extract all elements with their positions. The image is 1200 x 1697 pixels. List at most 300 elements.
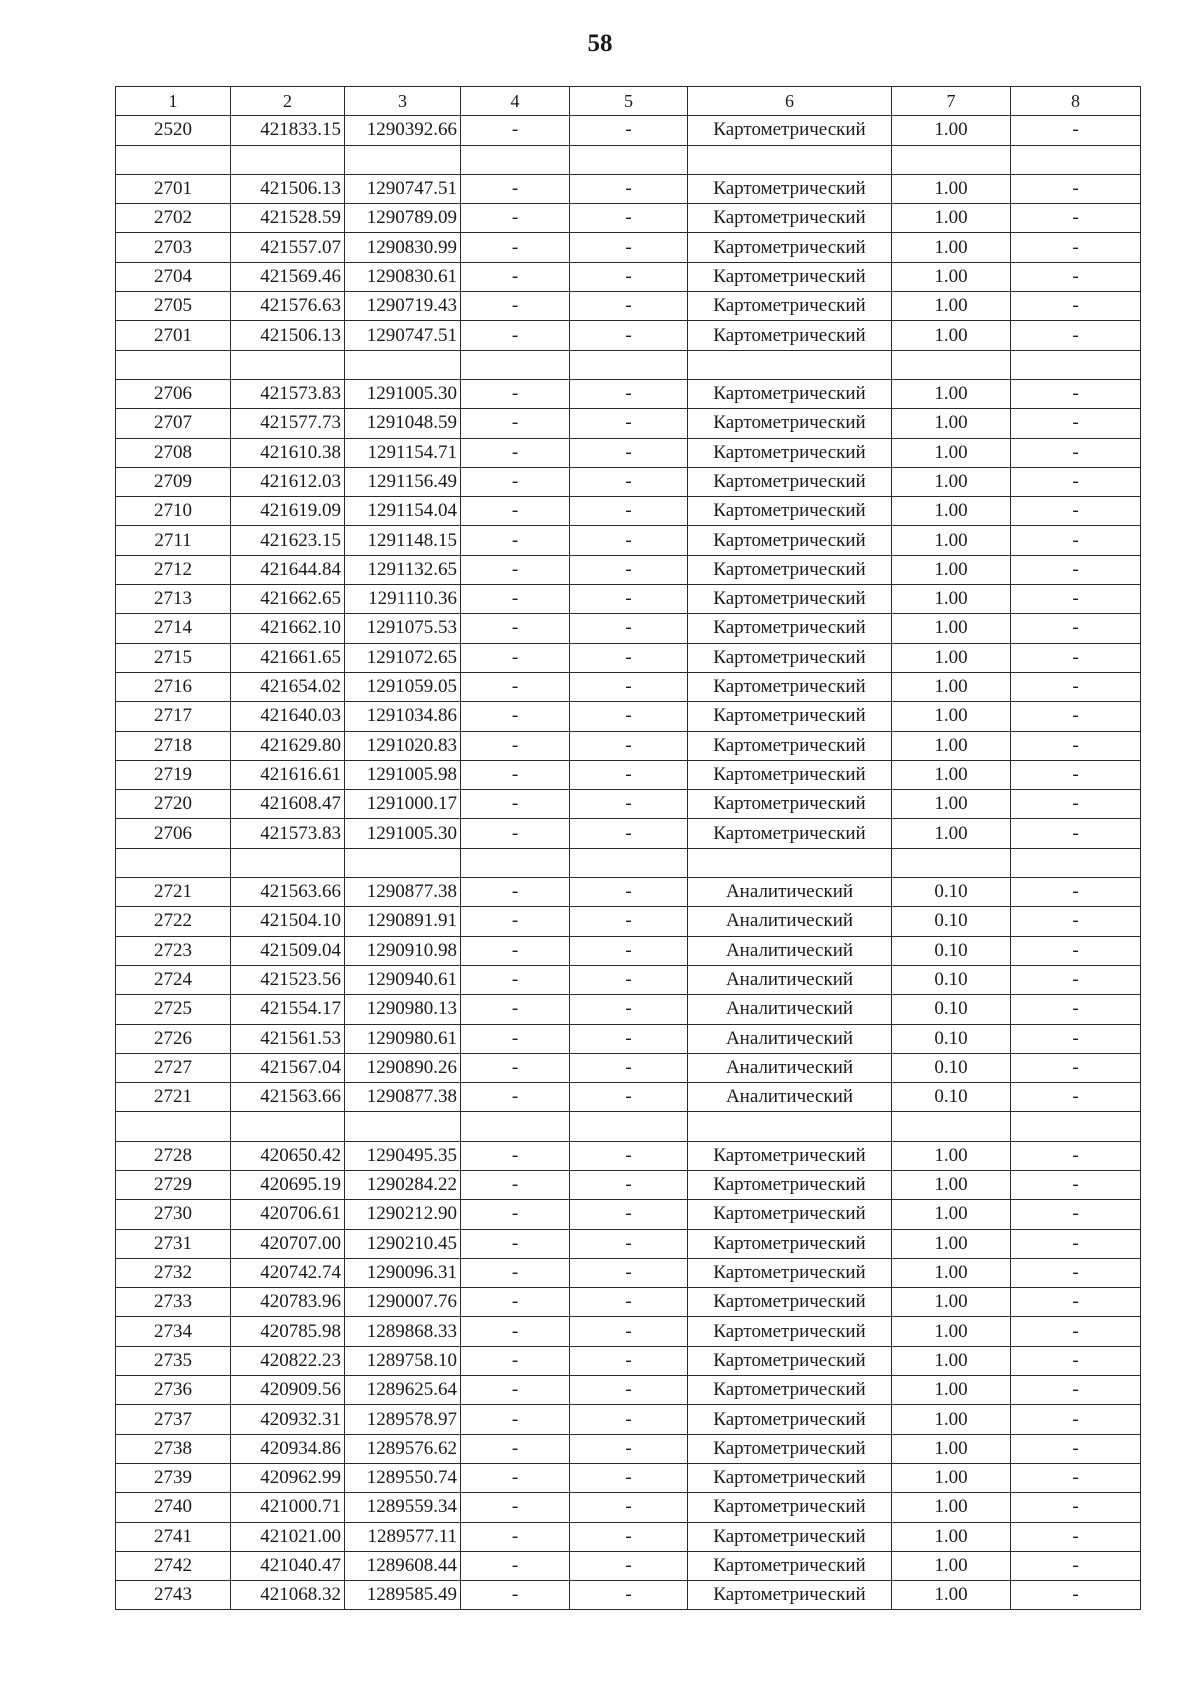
y-coordinate-cell: 1289559.34 [345, 1493, 461, 1522]
point-number-cell: 2729 [116, 1170, 231, 1199]
y-coordinate-cell: 1290495.35 [345, 1141, 461, 1170]
accuracy-cell: 1.00 [892, 1376, 1011, 1405]
table-row [116, 262, 1141, 291]
col8-cell: - [1011, 1405, 1141, 1434]
col8-cell: - [1011, 379, 1141, 408]
table-row [116, 760, 1141, 789]
col8-cell: - [1011, 116, 1141, 145]
table-row [116, 1258, 1141, 1287]
empty-cell [1011, 848, 1141, 877]
table-row [116, 585, 1141, 614]
x-coordinate-cell: 421616.61 [231, 760, 345, 789]
accuracy-cell: 0.10 [892, 1024, 1011, 1053]
y-coordinate-cell: 1291154.04 [345, 497, 461, 526]
empty-cell [892, 1112, 1011, 1141]
col4-cell: - [461, 1317, 570, 1346]
accuracy-cell: 1.00 [892, 1229, 1011, 1258]
y-coordinate-cell: 1290747.51 [345, 174, 461, 203]
col5-cell: - [570, 643, 688, 672]
point-number-cell: 2718 [116, 731, 231, 760]
table-row [116, 497, 1141, 526]
method-cell: Картометрический [688, 643, 892, 672]
col8-cell: - [1011, 731, 1141, 760]
y-coordinate-cell: 1291154.71 [345, 438, 461, 467]
coordinates-table [115, 86, 1141, 1610]
accuracy-cell: 1.00 [892, 614, 1011, 643]
method-cell: Картометрический [688, 1346, 892, 1375]
col8-cell: - [1011, 1200, 1141, 1229]
table-row [116, 1053, 1141, 1082]
method-cell: Картометрический [688, 262, 892, 291]
point-number-cell: 2722 [116, 907, 231, 936]
separator-row [116, 1112, 1141, 1141]
col5-cell: - [570, 1376, 688, 1405]
accuracy-cell: 0.10 [892, 1053, 1011, 1082]
x-coordinate-cell: 421654.02 [231, 672, 345, 701]
col5-cell: - [570, 1317, 688, 1346]
col5-cell: - [570, 1200, 688, 1229]
y-coordinate-cell: 1291020.83 [345, 731, 461, 760]
empty-cell [892, 848, 1011, 877]
separator-row [116, 848, 1141, 877]
point-number-cell: 2715 [116, 643, 231, 672]
method-cell: Картометрический [688, 760, 892, 789]
y-coordinate-cell: 1290940.61 [345, 965, 461, 994]
accuracy-cell: 1.00 [892, 643, 1011, 672]
point-number-cell: 2704 [116, 262, 231, 291]
table-row [116, 1200, 1141, 1229]
empty-cell [688, 1112, 892, 1141]
accuracy-cell: 1.00 [892, 233, 1011, 262]
method-cell: Картометрический [688, 233, 892, 262]
method-cell: Аналитический [688, 995, 892, 1024]
x-coordinate-cell: 420785.98 [231, 1317, 345, 1346]
table-row [116, 292, 1141, 321]
table-row [116, 1551, 1141, 1580]
x-coordinate-cell: 421504.10 [231, 907, 345, 936]
method-cell: Картометрический [688, 731, 892, 760]
col8-cell: - [1011, 497, 1141, 526]
table-row [116, 116, 1141, 145]
method-cell: Картометрический [688, 321, 892, 350]
empty-cell [345, 145, 461, 174]
col4-cell: - [461, 878, 570, 907]
x-coordinate-cell: 421563.66 [231, 878, 345, 907]
method-cell: Картометрический [688, 526, 892, 555]
accuracy-cell: 1.00 [892, 585, 1011, 614]
col5-cell: - [570, 379, 688, 408]
empty-cell [231, 350, 345, 379]
col8-cell: - [1011, 1581, 1141, 1610]
point-number-cell: 2735 [116, 1346, 231, 1375]
point-number-cell: 2711 [116, 526, 231, 555]
method-cell: Картометрический [688, 116, 892, 145]
col5-cell: - [570, 1493, 688, 1522]
x-coordinate-cell: 421554.17 [231, 995, 345, 1024]
col4-cell: - [461, 1229, 570, 1258]
point-number-cell: 2743 [116, 1581, 231, 1610]
x-coordinate-cell: 421040.47 [231, 1551, 345, 1580]
table-row [116, 643, 1141, 672]
y-coordinate-cell: 1289576.62 [345, 1434, 461, 1463]
table-row [116, 936, 1141, 965]
method-cell: Аналитический [688, 965, 892, 994]
col8-cell: - [1011, 760, 1141, 789]
col8-cell: - [1011, 321, 1141, 350]
y-coordinate-cell: 1290830.99 [345, 233, 461, 262]
x-coordinate-cell: 420742.74 [231, 1258, 345, 1287]
col8-cell: - [1011, 438, 1141, 467]
method-cell: Аналитический [688, 936, 892, 965]
accuracy-cell: 1.00 [892, 1493, 1011, 1522]
col8-cell: - [1011, 907, 1141, 936]
col4-cell: - [461, 731, 570, 760]
col8-cell: - [1011, 1522, 1141, 1551]
x-coordinate-cell: 421068.32 [231, 1581, 345, 1610]
col4-cell: - [461, 526, 570, 555]
col4-cell: - [461, 614, 570, 643]
col4-cell: - [461, 643, 570, 672]
method-cell: Картометрический [688, 379, 892, 408]
point-number-cell: 2739 [116, 1463, 231, 1492]
table-row [116, 819, 1141, 848]
y-coordinate-cell: 1289625.64 [345, 1376, 461, 1405]
point-number-cell: 2710 [116, 497, 231, 526]
empty-cell [892, 145, 1011, 174]
y-coordinate-cell: 1290789.09 [345, 204, 461, 233]
x-coordinate-cell: 421506.13 [231, 321, 345, 350]
point-number-cell: 2742 [116, 1551, 231, 1580]
x-coordinate-cell: 421833.15 [231, 116, 345, 145]
page-number: 58 [587, 30, 613, 57]
table-row [116, 907, 1141, 936]
col4-cell: - [461, 1024, 570, 1053]
col8-cell: - [1011, 819, 1141, 848]
empty-cell [688, 145, 892, 174]
point-number-cell: 2714 [116, 614, 231, 643]
empty-cell [345, 848, 461, 877]
col5-cell: - [570, 116, 688, 145]
column-header: 8 [1011, 87, 1141, 116]
col5-cell: - [570, 409, 688, 438]
x-coordinate-cell: 420707.00 [231, 1229, 345, 1258]
y-coordinate-cell: 1291000.17 [345, 790, 461, 819]
accuracy-cell: 1.00 [892, 1258, 1011, 1287]
col5-cell: - [570, 438, 688, 467]
col8-cell: - [1011, 467, 1141, 496]
col8-cell: - [1011, 1053, 1141, 1082]
col4-cell: - [461, 174, 570, 203]
col8-cell: - [1011, 204, 1141, 233]
accuracy-cell: 1.00 [892, 526, 1011, 555]
table-row [116, 204, 1141, 233]
col8-cell: - [1011, 1434, 1141, 1463]
x-coordinate-cell: 421506.13 [231, 174, 345, 203]
empty-cell [231, 1112, 345, 1141]
empty-cell [231, 145, 345, 174]
x-coordinate-cell: 421662.65 [231, 585, 345, 614]
col5-cell: - [570, 878, 688, 907]
accuracy-cell: 1.00 [892, 819, 1011, 848]
col8-cell: - [1011, 995, 1141, 1024]
col5-cell: - [570, 819, 688, 848]
point-number-cell: 2717 [116, 702, 231, 731]
x-coordinate-cell: 420822.23 [231, 1346, 345, 1375]
accuracy-cell: 1.00 [892, 1551, 1011, 1580]
accuracy-cell: 1.00 [892, 497, 1011, 526]
method-cell: Картометрический [688, 1581, 892, 1610]
col5-cell: - [570, 555, 688, 584]
y-coordinate-cell: 1290877.38 [345, 1083, 461, 1112]
col4-cell: - [461, 379, 570, 408]
col4-cell: - [461, 1258, 570, 1287]
accuracy-cell: 1.00 [892, 467, 1011, 496]
col5-cell: - [570, 1434, 688, 1463]
method-cell: Аналитический [688, 1053, 892, 1082]
y-coordinate-cell: 1290392.66 [345, 116, 461, 145]
x-coordinate-cell: 421576.63 [231, 292, 345, 321]
table-row [116, 1024, 1141, 1053]
empty-cell [461, 848, 570, 877]
method-cell: Картометрический [688, 1229, 892, 1258]
x-coordinate-cell: 421608.47 [231, 790, 345, 819]
col5-cell: - [570, 1288, 688, 1317]
point-number-cell: 2726 [116, 1024, 231, 1053]
x-coordinate-cell: 420650.42 [231, 1141, 345, 1170]
y-coordinate-cell: 1290284.22 [345, 1170, 461, 1199]
accuracy-cell: 1.00 [892, 204, 1011, 233]
col5-cell: - [570, 702, 688, 731]
point-number-cell: 2737 [116, 1405, 231, 1434]
col4-cell: - [461, 1141, 570, 1170]
empty-cell [1011, 145, 1141, 174]
table-row [116, 1376, 1141, 1405]
point-number-cell: 2740 [116, 1493, 231, 1522]
y-coordinate-cell: 1290890.26 [345, 1053, 461, 1082]
point-number-cell: 2736 [116, 1376, 231, 1405]
y-coordinate-cell: 1291072.65 [345, 643, 461, 672]
col4-cell: - [461, 292, 570, 321]
empty-cell [231, 848, 345, 877]
table-row [116, 1317, 1141, 1346]
point-number-cell: 2719 [116, 760, 231, 789]
y-coordinate-cell: 1291132.65 [345, 555, 461, 584]
accuracy-cell: 1.00 [892, 1434, 1011, 1463]
accuracy-cell: 1.00 [892, 1346, 1011, 1375]
col5-cell: - [570, 1522, 688, 1551]
col8-cell: - [1011, 1463, 1141, 1492]
col5-cell: - [570, 790, 688, 819]
point-number-cell: 2712 [116, 555, 231, 584]
table-row [116, 321, 1141, 350]
method-cell: Картометрический [688, 438, 892, 467]
method-cell: Картометрический [688, 1434, 892, 1463]
col5-cell: - [570, 965, 688, 994]
column-header: 5 [570, 87, 688, 116]
y-coordinate-cell: 1289758.10 [345, 1346, 461, 1375]
col4-cell: - [461, 409, 570, 438]
point-number-cell: 2733 [116, 1288, 231, 1317]
method-cell: Аналитический [688, 878, 892, 907]
method-cell: Картометрический [688, 790, 892, 819]
col8-cell: - [1011, 672, 1141, 701]
x-coordinate-cell: 420934.86 [231, 1434, 345, 1463]
point-number-cell: 2721 [116, 1083, 231, 1112]
col8-cell: - [1011, 1346, 1141, 1375]
point-number-cell: 2705 [116, 292, 231, 321]
col4-cell: - [461, 995, 570, 1024]
method-cell: Аналитический [688, 1024, 892, 1053]
x-coordinate-cell: 421573.83 [231, 379, 345, 408]
method-cell: Картометрический [688, 1405, 892, 1434]
method-cell: Аналитический [688, 1083, 892, 1112]
point-number-cell: 2701 [116, 174, 231, 203]
x-coordinate-cell: 421523.56 [231, 965, 345, 994]
x-coordinate-cell: 421021.00 [231, 1522, 345, 1551]
col4-cell: - [461, 1288, 570, 1317]
x-coordinate-cell: 421573.83 [231, 819, 345, 848]
method-cell: Картометрический [688, 702, 892, 731]
accuracy-cell: 1.00 [892, 438, 1011, 467]
point-number-cell: 2734 [116, 1317, 231, 1346]
y-coordinate-cell: 1289550.74 [345, 1463, 461, 1492]
y-coordinate-cell: 1291005.30 [345, 819, 461, 848]
col4-cell: - [461, 204, 570, 233]
col4-cell: - [461, 116, 570, 145]
empty-cell [345, 1112, 461, 1141]
x-coordinate-cell: 421528.59 [231, 204, 345, 233]
point-number-cell: 2702 [116, 204, 231, 233]
x-coordinate-cell: 420695.19 [231, 1170, 345, 1199]
table-row [116, 379, 1141, 408]
y-coordinate-cell: 1290910.98 [345, 936, 461, 965]
col4-cell: - [461, 1346, 570, 1375]
method-cell: Картометрический [688, 614, 892, 643]
col5-cell: - [570, 1141, 688, 1170]
y-coordinate-cell: 1289577.11 [345, 1522, 461, 1551]
col5-cell: - [570, 174, 688, 203]
y-coordinate-cell: 1289578.97 [345, 1405, 461, 1434]
col4-cell: - [461, 1581, 570, 1610]
col5-cell: - [570, 321, 688, 350]
point-number-cell: 2706 [116, 819, 231, 848]
col5-cell: - [570, 1258, 688, 1287]
col5-cell: - [570, 760, 688, 789]
header-row [116, 87, 1141, 116]
x-coordinate-cell: 420706.61 [231, 1200, 345, 1229]
x-coordinate-cell: 420783.96 [231, 1288, 345, 1317]
col5-cell: - [570, 1581, 688, 1610]
accuracy-cell: 1.00 [892, 1522, 1011, 1551]
col8-cell: - [1011, 1376, 1141, 1405]
table-row [116, 1141, 1141, 1170]
point-number-cell: 2741 [116, 1522, 231, 1551]
y-coordinate-cell: 1289868.33 [345, 1317, 461, 1346]
col8-cell: - [1011, 1551, 1141, 1580]
method-cell: Аналитический [688, 907, 892, 936]
y-coordinate-cell: 1290719.43 [345, 292, 461, 321]
x-coordinate-cell: 421557.07 [231, 233, 345, 262]
empty-cell [688, 848, 892, 877]
empty-cell [461, 1112, 570, 1141]
x-coordinate-cell: 421610.38 [231, 438, 345, 467]
accuracy-cell: 1.00 [892, 1141, 1011, 1170]
accuracy-cell: 1.00 [892, 379, 1011, 408]
col8-cell: - [1011, 1229, 1141, 1258]
point-number-cell: 2730 [116, 1200, 231, 1229]
point-number-cell: 2728 [116, 1141, 231, 1170]
empty-cell [570, 145, 688, 174]
accuracy-cell: 1.00 [892, 116, 1011, 145]
col4-cell: - [461, 321, 570, 350]
method-cell: Картометрический [688, 1288, 892, 1317]
col8-cell: - [1011, 1024, 1141, 1053]
col5-cell: - [570, 1170, 688, 1199]
table-row [116, 233, 1141, 262]
col5-cell: - [570, 1346, 688, 1375]
point-number-cell: 2731 [116, 1229, 231, 1258]
x-coordinate-cell: 420932.31 [231, 1405, 345, 1434]
accuracy-cell: 1.00 [892, 1405, 1011, 1434]
method-cell: Картометрический [688, 497, 892, 526]
accuracy-cell: 1.00 [892, 409, 1011, 438]
accuracy-cell: 0.10 [892, 878, 1011, 907]
point-number-cell: 2732 [116, 1258, 231, 1287]
accuracy-cell: 1.00 [892, 1463, 1011, 1492]
table-row [116, 965, 1141, 994]
accuracy-cell: 1.00 [892, 1581, 1011, 1610]
y-coordinate-cell: 1291110.36 [345, 585, 461, 614]
y-coordinate-cell: 1290830.61 [345, 262, 461, 291]
column-header: 6 [688, 87, 892, 116]
table-row [116, 790, 1141, 819]
col5-cell: - [570, 936, 688, 965]
x-coordinate-cell: 421569.46 [231, 262, 345, 291]
table-row [116, 1434, 1141, 1463]
col4-cell: - [461, 497, 570, 526]
point-number-cell: 2720 [116, 790, 231, 819]
col4-cell: - [461, 819, 570, 848]
x-coordinate-cell: 421662.10 [231, 614, 345, 643]
empty-cell [461, 350, 570, 379]
y-coordinate-cell: 1291148.15 [345, 526, 461, 555]
table-row [116, 1493, 1141, 1522]
y-coordinate-cell: 1291005.98 [345, 760, 461, 789]
accuracy-cell: 0.10 [892, 936, 1011, 965]
point-number-cell: 2716 [116, 672, 231, 701]
point-number-cell: 2701 [116, 321, 231, 350]
x-coordinate-cell: 421567.04 [231, 1053, 345, 1082]
y-coordinate-cell: 1290007.76 [345, 1288, 461, 1317]
col5-cell: - [570, 204, 688, 233]
table-row [116, 467, 1141, 496]
col8-cell: - [1011, 1288, 1141, 1317]
table-row [116, 614, 1141, 643]
table-row [116, 1581, 1141, 1610]
x-coordinate-cell: 420909.56 [231, 1376, 345, 1405]
col5-cell: - [570, 292, 688, 321]
col5-cell: - [570, 1551, 688, 1580]
col4-cell: - [461, 585, 570, 614]
col4-cell: - [461, 672, 570, 701]
method-cell: Картометрический [688, 1493, 892, 1522]
col5-cell: - [570, 1463, 688, 1492]
empty-cell [1011, 1112, 1141, 1141]
accuracy-cell: 1.00 [892, 1170, 1011, 1199]
x-coordinate-cell: 421629.80 [231, 731, 345, 760]
point-number-cell: 2738 [116, 1434, 231, 1463]
accuracy-cell: 1.00 [892, 672, 1011, 701]
